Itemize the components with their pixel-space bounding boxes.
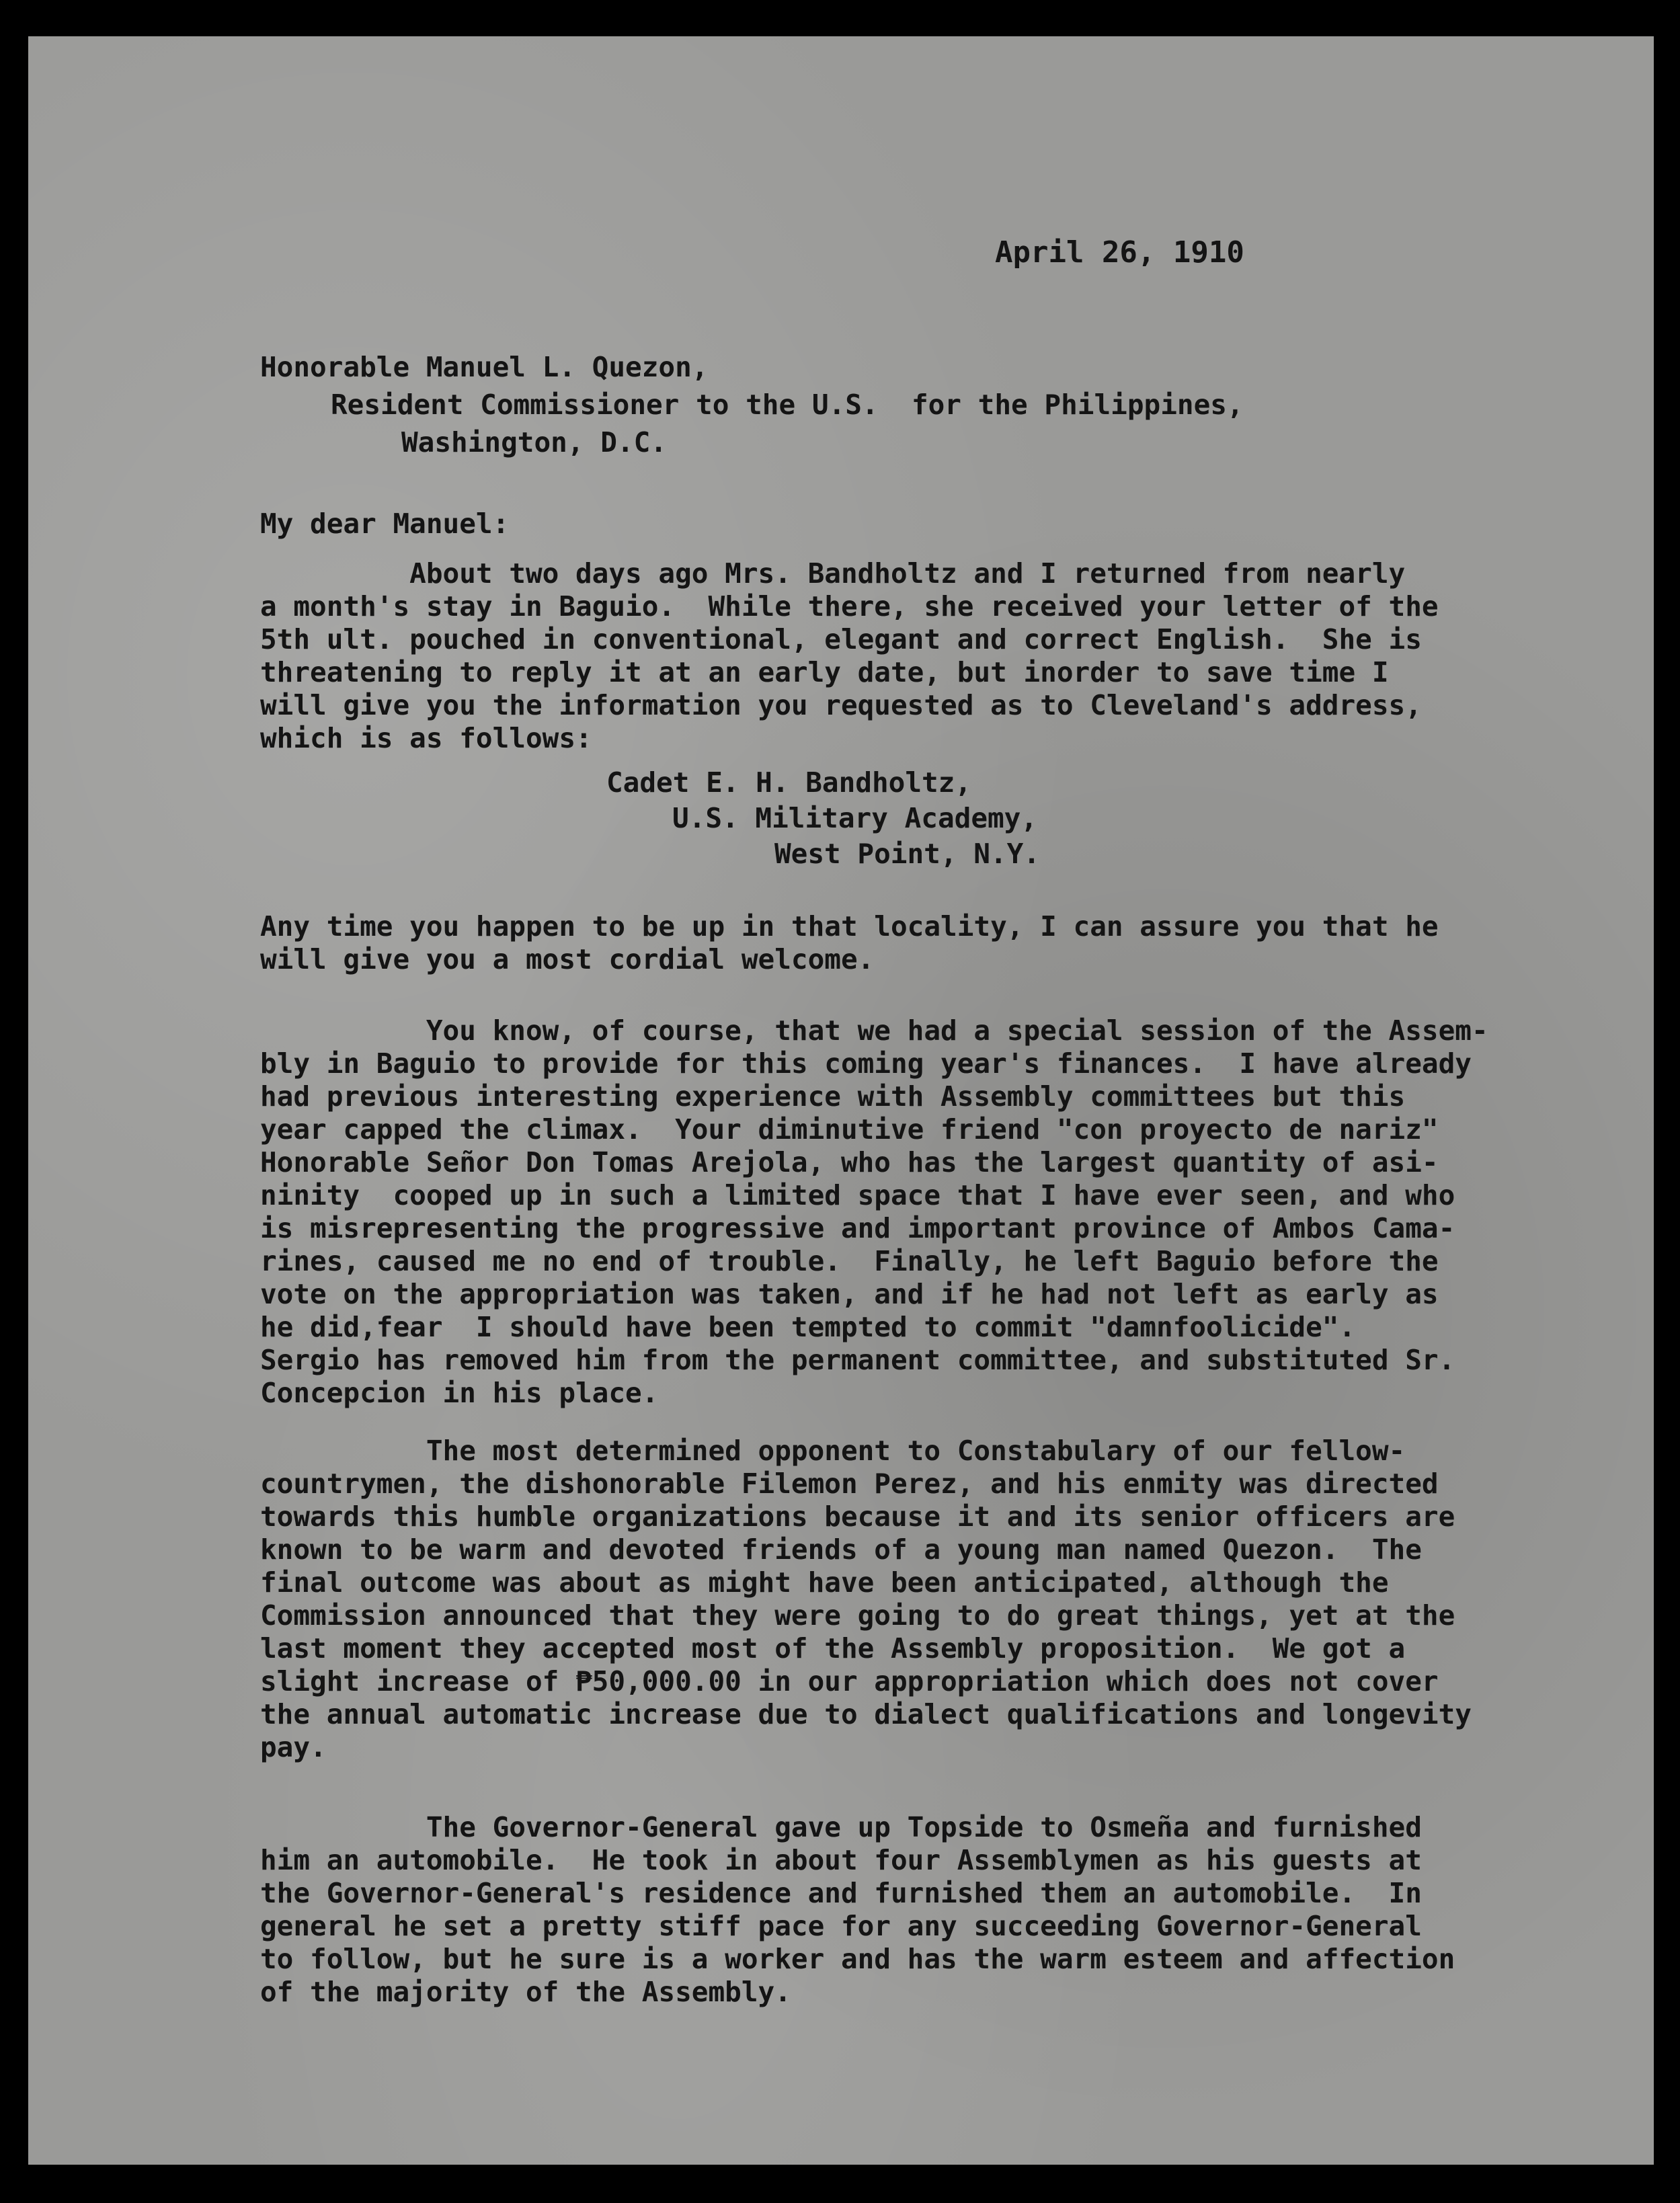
paragraph-2: Any time you happen to be up in that locality, I can assure you that he will give you a most cordial welcome. <box>260 910 1439 975</box>
letter-date: April 26, 1910 <box>995 235 1244 270</box>
recipient-name: Honorable Manuel L. Quezon, <box>260 351 709 383</box>
paragraph-3: You know, of course, that we had a special session of the Assem- bly in Baguio to provide for this coming year's finances. I have already had previous interesting experience with Assembly committees but this year capped the climax. Your diminutive friend "con proyecto de nariz" Honorable Señor Don Tomas Arejola, who has the largest quantity of asi- ninity cooped up in such a limited space that I have ever seen, and who is misrepresenting the progressive and important province of Ambos Cama- rines, caused me no end of trouble. Finally, he left Baguio before the vote on the appropriation was taken, and if he had not left as early as he did,fear I should have been tempted to commit "damnfoolicide". Sergio has removed him from the permanent committee, and substituted Sr. Concepcion in his place. <box>260 1014 1488 1409</box>
letter-page <box>28 36 1654 2165</box>
cadet-address-line-2: U.S. Military Academy, <box>672 802 1038 834</box>
recipient-city: Washington, D.C. <box>401 426 667 458</box>
paragraph-4: The most determined opponent to Constabulary of our fellow- countrymen, the dishonorable Filemon Perez, and his enmity was directed towards this humble organizations because it and its senior officers are known to be warm and devoted friends of a young man named Quezon. The final outcome was about as might have been anticipated, although the Commission announced that they were going to do great things, yet at the last moment they accepted most of the Assembly proposition. We got a slight increase of ₱50,000.00 in our appropriation which does not cover the annual automatic increase due to dialect qualifications and longevity pay. <box>260 1435 1472 1763</box>
salutation: My dear Manuel: <box>260 508 510 540</box>
paragraph-5: The Governor-General gave up Topside to Osmeña and furnished him an automobile. He took in about four Assemblymen as his guests at the Governor-General's residence and furnished them an automobile. In general he set a pretty stiff pace for any succeeding Governor-General to follow, but he sure is a worker and has the warm esteem and affection of the majority of the Assembly. <box>260 1811 1455 2008</box>
recipient-title: Resident Commissioner to the U.S. for the Philippines, <box>331 389 1244 421</box>
cadet-address-line-1: Cadet E. H. Bandholtz, <box>606 766 972 799</box>
paragraph-1: About two days ago Mrs. Bandholtz and I returned from nearly a month's stay in Baguio. While there, she received your letter of the 5th ult. pouched in conventional, elegant and correct English. She is threatening to reply it at an early date, but inorder to save time I will give you the information you requested as to Cleveland's address, which is as follows: <box>260 557 1439 754</box>
cadet-address-line-3: West Point, N.Y. <box>774 838 1040 870</box>
